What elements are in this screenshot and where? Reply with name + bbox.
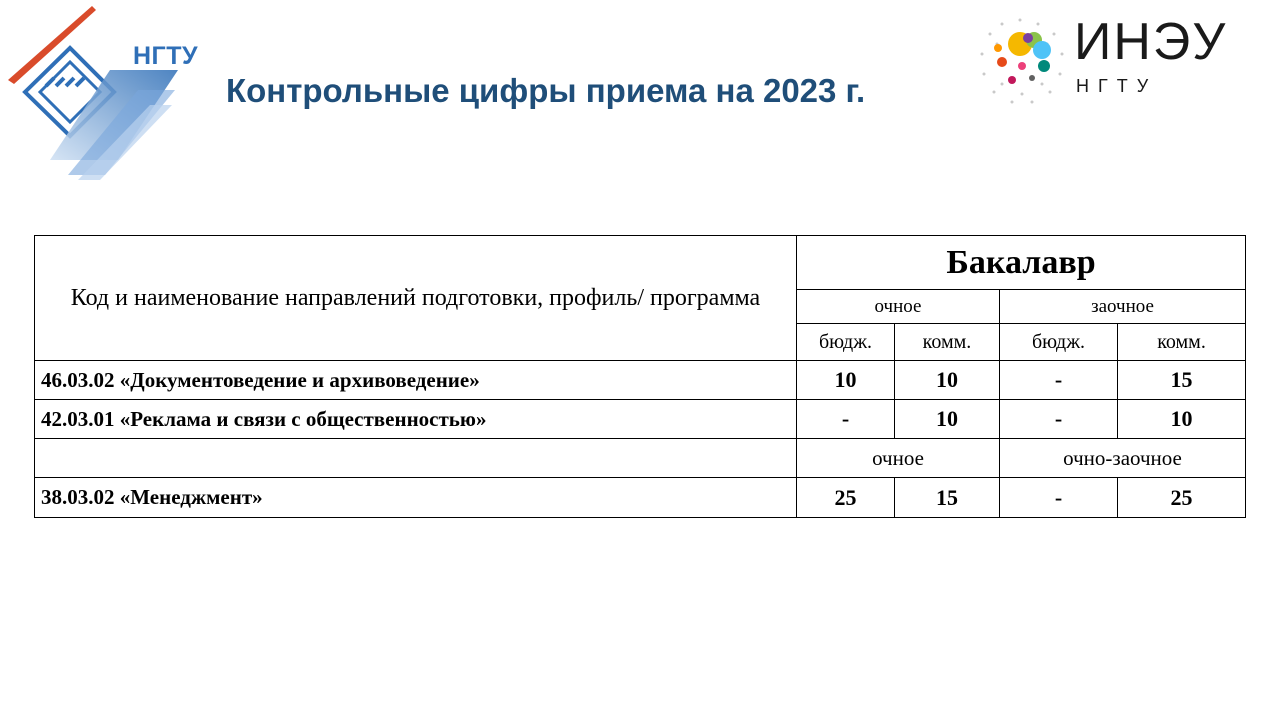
table-cell: 10 xyxy=(1118,400,1246,439)
table-cell: - xyxy=(797,400,895,439)
funding-budget-header: бюдж. xyxy=(797,324,895,361)
study-form-subheader-row xyxy=(35,439,1246,478)
study-form-full-time: очное xyxy=(797,439,1000,478)
table-cell: 10 xyxy=(895,400,1000,439)
funding-budget-header: бюдж. xyxy=(1000,324,1118,361)
admission-table xyxy=(34,235,1246,518)
table-row xyxy=(35,478,1246,518)
program-name: 46.03.02 «Документоведение и архивоведение» xyxy=(35,361,797,400)
empty-cell xyxy=(35,439,797,478)
study-form-extramural: заочное xyxy=(1000,290,1246,324)
table-cell: - xyxy=(1000,478,1118,518)
ineu-logo-text: ИНЭУ xyxy=(1074,13,1228,71)
ngtu-logo-text: НГТУ xyxy=(133,42,199,70)
table-cell: 25 xyxy=(797,478,895,518)
degree-level-header: Бакалавр xyxy=(797,236,1246,290)
table-cell: - xyxy=(1000,361,1118,400)
funding-commercial-header: комм. xyxy=(1118,324,1246,361)
table-cell: 10 xyxy=(797,361,895,400)
study-form-part-time: очно-заочное xyxy=(1000,439,1246,478)
table-cell: 25 xyxy=(1118,478,1246,518)
table-row xyxy=(35,400,1246,439)
slide-title: Контрольные цифры приема на 2023 г. xyxy=(226,72,866,109)
table-cell: 15 xyxy=(1118,361,1246,400)
table-row xyxy=(35,361,1246,400)
program-column-header: Код и наименование направлений подготовки, профиль/ программа xyxy=(35,236,797,361)
funding-commercial-header: комм. xyxy=(895,324,1000,361)
ngtu-logo xyxy=(0,0,210,180)
program-name: 42.03.01 «Реклама и связи с общественностью» xyxy=(35,400,797,439)
program-name: 38.03.02 «Менеджмент» xyxy=(35,478,797,518)
table-cell: - xyxy=(1000,400,1118,439)
table-header-row xyxy=(35,236,1246,290)
table-cell: 10 xyxy=(895,361,1000,400)
study-form-full-time: очное xyxy=(797,290,1000,324)
table-cell: 15 xyxy=(895,478,1000,518)
ineu-logo-subtext: НГТУ xyxy=(1076,76,1158,96)
